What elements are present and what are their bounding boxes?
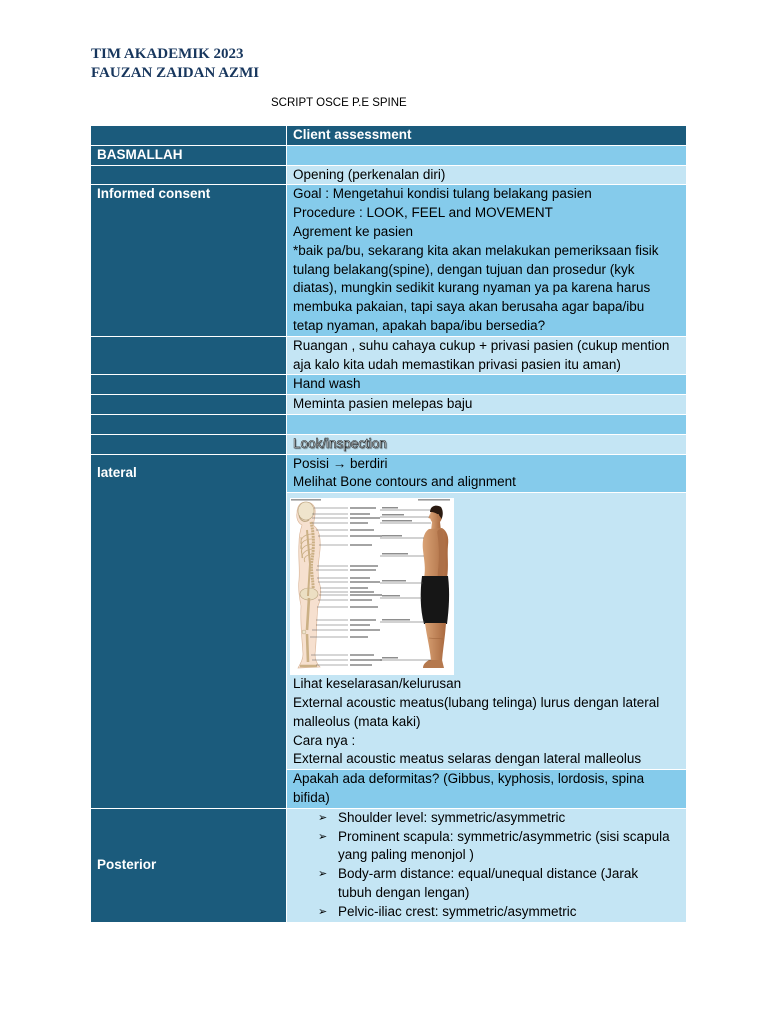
label-text-mark bbox=[350, 599, 372, 601]
label-text-mark bbox=[350, 594, 382, 596]
author-name: FAUZAN ZAIDAN AZMI bbox=[91, 65, 260, 81]
document-title: SCRIPT OSCE P.E SPINE bbox=[271, 97, 407, 109]
label-text-mark bbox=[350, 513, 370, 515]
skull bbox=[298, 502, 314, 520]
label-text-mark bbox=[350, 577, 370, 579]
look-left-cell bbox=[91, 435, 286, 454]
label-text-mark bbox=[350, 629, 380, 631]
surface-caption-mark bbox=[418, 499, 450, 501]
assessment-table bbox=[91, 126, 686, 922]
position-line: Posisi → berdiri bbox=[293, 455, 388, 471]
label-text-mark bbox=[350, 624, 370, 626]
label-text-mark bbox=[350, 517, 380, 519]
label-text-mark bbox=[382, 595, 400, 597]
checklist-item-text: Shoulder level: symmetric/asymmetric bbox=[338, 809, 566, 825]
informed-consent-line: diatas), mungkin sedikit kurang nyaman ya pa karena harus bbox=[293, 280, 651, 296]
checklist-item-text: Prominent scapula: symmetric/asymmetric (sisi scapula bbox=[338, 828, 670, 844]
room-preparation-line: aja kalo kita udah memastikan privasi pasien itu aman) bbox=[293, 356, 621, 372]
label-text-mark bbox=[382, 507, 398, 509]
lateral-label: lateral bbox=[91, 455, 286, 808]
label-text-mark bbox=[350, 654, 374, 656]
informed-consent-label: Informed consent bbox=[91, 185, 286, 335]
document-header bbox=[91, 45, 259, 83]
label-text-mark bbox=[350, 606, 378, 608]
label-text-mark bbox=[350, 529, 374, 531]
look-cell bbox=[287, 435, 686, 454]
posterior-label-cell bbox=[91, 809, 286, 922]
label-text-mark bbox=[350, 591, 374, 593]
basmallah-label: BASMALLAH bbox=[91, 146, 286, 165]
label-text-mark bbox=[350, 569, 376, 571]
man-torso bbox=[423, 528, 449, 578]
position-cell bbox=[287, 455, 686, 493]
arrow-bullet-icon bbox=[318, 809, 327, 828]
deformity-line: bifida) bbox=[293, 789, 330, 805]
opening-text: Opening (perkenalan diri) bbox=[287, 166, 686, 185]
alignment-line: malleolus (mata kaki) bbox=[293, 713, 421, 729]
informed-consent-line: tetap nyaman, apakah bapa/ibu bersedia? bbox=[293, 317, 546, 333]
alignment-line: Cara nya : bbox=[293, 732, 356, 748]
basmallah-content-cell bbox=[287, 146, 686, 165]
label-text-mark bbox=[382, 520, 412, 522]
alignment-cell bbox=[287, 493, 686, 769]
look-inspection-heading: Look/inspection bbox=[293, 435, 387, 451]
label-text-mark bbox=[350, 619, 376, 621]
checklist-item-text: Body-arm distance: equal/unequal distance (Jarak bbox=[338, 866, 639, 882]
label-text-mark bbox=[350, 664, 372, 666]
label-text-mark bbox=[350, 507, 376, 509]
landmarks-image-frame bbox=[290, 493, 686, 675]
label-text-mark bbox=[350, 587, 368, 589]
hand-wash-left-cell bbox=[91, 375, 286, 394]
label-text-mark bbox=[350, 659, 382, 661]
label-text-mark bbox=[382, 619, 410, 621]
informed-consent-line: *baik pa/bu, sekarang kita akan melakukan pemeriksaan fisik bbox=[293, 242, 659, 258]
table-heading: Client assessment bbox=[287, 126, 686, 145]
label-text-mark bbox=[350, 581, 380, 583]
alignment-line: Lihat keselarasan/kelurusan bbox=[293, 676, 462, 692]
deformity-cell bbox=[287, 770, 686, 808]
undress-left-cell bbox=[91, 395, 286, 414]
label-text-mark bbox=[382, 580, 406, 582]
label-text-mark bbox=[350, 636, 368, 638]
arrow-bullet-icon bbox=[318, 903, 327, 922]
skeletal-caption-mark bbox=[291, 499, 321, 501]
label-text-mark bbox=[350, 544, 372, 546]
empty-left-cell bbox=[91, 415, 286, 434]
posterior-label: Posterior bbox=[97, 856, 157, 872]
room-preparation-cell bbox=[287, 337, 686, 375]
room-left-cell bbox=[91, 337, 286, 375]
team-name: TIM AKADEMIK 2023 bbox=[91, 46, 244, 62]
label-text-mark bbox=[350, 565, 378, 567]
checklist-item-pelvic-iliac-crest bbox=[293, 903, 686, 922]
label-text-mark bbox=[350, 535, 382, 537]
checklist-item-prominent-scapula bbox=[293, 828, 686, 866]
informed-consent-line: tulang belakang(spine), dengan tujuan dan prosedur (kyk bbox=[293, 261, 635, 277]
checklist-item-text: Pelvic-iliac crest: symmetric/asymmetric bbox=[338, 903, 577, 919]
undress-text: Meminta pasien melepas baju bbox=[287, 395, 686, 414]
empty-content-cell bbox=[287, 415, 686, 434]
alignment-line: External acoustic meatus(lubang telinga) lurus dengan lateral bbox=[293, 694, 660, 710]
man-ear bbox=[437, 514, 439, 518]
opening-left-cell bbox=[91, 166, 286, 185]
arrow-bullet-icon bbox=[318, 828, 327, 847]
informed-consent-line: Procedure : LOOK, FEEL and MOVEMENT bbox=[293, 205, 553, 221]
checklist-item-text: yang paling menonjol ) bbox=[338, 847, 474, 863]
posterior-checklist bbox=[287, 809, 686, 922]
position-line: Melihat Bone contours and alignment bbox=[293, 474, 516, 490]
arrow-bullet-icon bbox=[318, 865, 327, 884]
lateral-landmarks-image bbox=[290, 498, 454, 675]
label-text-mark bbox=[382, 553, 408, 555]
informed-consent-line: membuka pakaian, tapi saya akan berusaha agar bapa/ibu bbox=[293, 299, 645, 315]
checklist-item-shoulder-level bbox=[293, 809, 686, 828]
informed-consent-line: Agrement ke pasien bbox=[293, 223, 414, 239]
hand-wash-text: Hand wash bbox=[287, 375, 686, 394]
label-text-mark bbox=[382, 657, 398, 659]
patella bbox=[302, 630, 306, 634]
informed-consent-cell bbox=[287, 185, 686, 335]
deformity-line: Apakah ada deformitas? (Gibbus, kyphosis, lordosis, spina bbox=[293, 771, 645, 787]
room-preparation-line: Ruangan , suhu cahaya cukup + privasi pasien (cukup mention bbox=[293, 337, 670, 353]
checklist-item-body-arm-distance bbox=[293, 865, 686, 903]
alignment-line: External acoustic meatus selaras dengan lateral malleolus bbox=[293, 751, 642, 767]
man-shorts bbox=[421, 576, 449, 624]
informed-consent-line: Goal : Mengetahui kondisi tulang belakang pasien bbox=[293, 186, 592, 202]
label-text-mark bbox=[350, 522, 368, 524]
heading-left-cell bbox=[91, 126, 286, 145]
label-text-mark bbox=[382, 514, 404, 516]
label-text-mark bbox=[382, 535, 402, 537]
checklist-item-text: tubuh dengan lengan) bbox=[338, 884, 470, 900]
